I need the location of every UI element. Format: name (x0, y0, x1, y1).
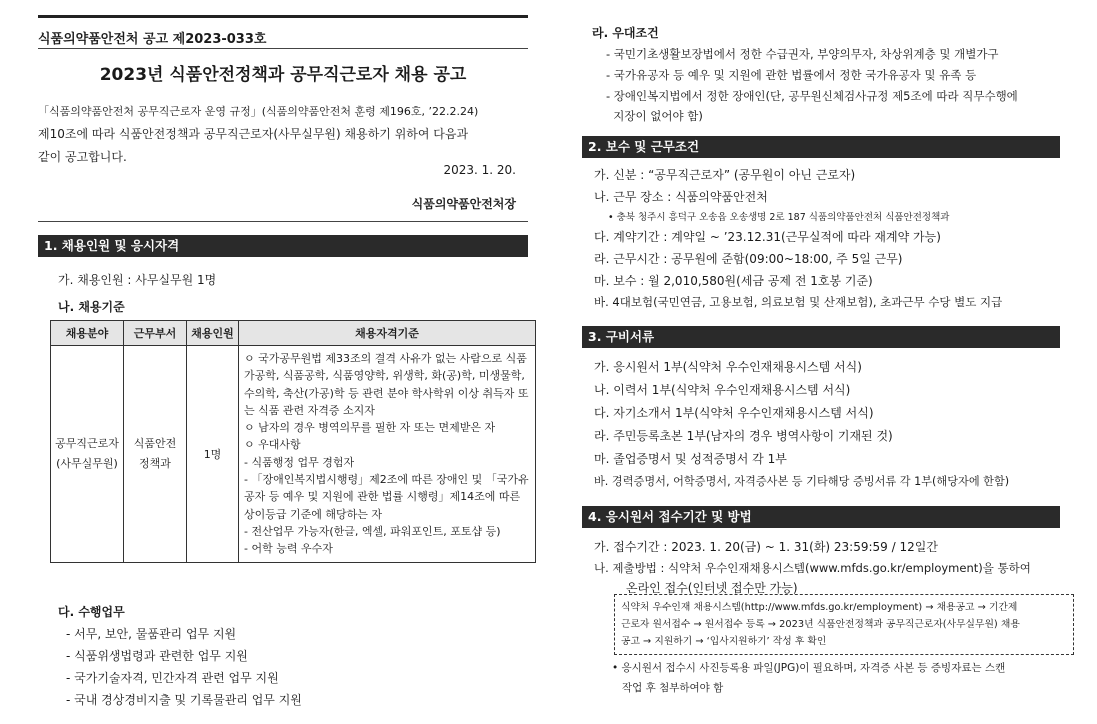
criteria-label: 나. 채용기준 (58, 300, 125, 314)
condition-item: 가. 신분 : “공무직근로자” (공무원이 아닌 근로자) (594, 168, 856, 182)
preference-item: - 국민기초생활보장법에서 정한 수급권자, 부양의무자, 차상위계층 및 개별가구 (606, 47, 999, 61)
preference-heading: 라. 우대조건 (592, 26, 659, 40)
application-method: 온라인 접수(인터넷 접수만 가능) (626, 581, 798, 595)
table-header: 채용자격기준 (239, 321, 536, 346)
document-item: 바. 경력증명서, 어학증명서, 자격증사본 등 기타해당 증빙서류 각 1부(해당자에 한함) (594, 475, 1010, 488)
application-period: 가. 접수기간 : 2023. 1. 20(금) ~ 1. 31(화) 23:59:59 / 12일간 (594, 540, 938, 554)
count-cell: 1명 (187, 346, 239, 563)
intro-line: 「식품의약품안전처 공무직근로자 운영 규정」(식품의약품안전처 훈령 제196호, ’22.2.24) (38, 105, 479, 118)
criteria-item: ㅇ 남자의 경우 병역의무를 필한 자 또는 면제받은 자 (244, 421, 496, 435)
criteria-item: - 어학 능력 우수자 (244, 542, 333, 556)
preference-item: - 국가유공자 등 예우 및 지원에 관한 법률에서 정한 국가유공자 및 유족 등 (606, 68, 977, 82)
criteria-item: - 전산업무 가능자(한글, 엑셀, 파워포인트, 포토샵 등) (244, 524, 501, 538)
section-heading-4: 4. 응시원서 접수기간 및 방법 (582, 506, 1060, 528)
section-heading-1: 1. 채용인원 및 응시자격 (38, 235, 528, 257)
application-steps-box (614, 594, 1074, 655)
condition-item: 바. 4대보험(국민연금, 고용보험, 의료보험 및 산재보험), 초과근무 수당 별도 지급 (594, 295, 1003, 309)
table-header: 근무부서 (124, 321, 187, 346)
intro-paragraph (38, 100, 528, 169)
intro-line: 같이 공고합니다. (38, 150, 127, 164)
duty-item: - 국내 경상경비지출 및 기록물관리 업무 지원 (66, 693, 302, 707)
preference-item: - 장애인복지법에서 정한 장애인(단, 공무원신체검사규정 제5조에 따라 직무수행에 (606, 89, 1018, 103)
application-method: 나. 제출방법 : 식약처 우수인재채용시스템(www.mfds.go.kr/employment)을 통하여 (594, 561, 1031, 575)
notice-rule (38, 48, 528, 49)
criteria-item: - 식품행정 업무 경험자 (244, 455, 355, 469)
condition-item: 라. 근무시간 : 공무원에 준함(09:00~18:00, 주 5일 근무) (594, 252, 903, 266)
notice-date: 2023. 1. 20. (443, 163, 516, 177)
table-header: 채용인원 (187, 321, 239, 346)
duty-item: - 국가기술자격, 민간자격 관련 업무 지원 (66, 671, 279, 685)
note-line: 작업 후 첨부하여야 함 (622, 682, 724, 694)
document-item: 다. 자기소개서 1부(식약처 우수인재채용시스템 서식) (594, 406, 874, 420)
criteria-item: ㅇ 우대사항 (244, 438, 301, 452)
condition-item: 다. 계약기간 : 계약일 ~ ’23.12.31(근무실적에 따라 재계약 가능) (594, 230, 941, 244)
duty-item: - 서무, 보안, 물품관리 업무 지원 (66, 627, 237, 641)
top-rule (38, 15, 528, 18)
duties-heading: 다. 수행업무 (58, 605, 125, 619)
hire-count: 가. 채용인원 : 사무실무원 1명 (58, 273, 217, 287)
table-row (51, 346, 536, 563)
criteria-item: ㅇ 국가공무원법 제33조의 결격 사유가 없는 사람으로 식품가공학, 식품공학, 식품영양학, 위생학, 화(공)학, 미생물학, 수의학, 축산(가공)학 등 관련 분야 학사학위 이상 취득자 또는 식품 관련 자격증 소지자 (244, 352, 529, 417)
steps-line: 식약처 우수인재 채용시스템(http://www.mfds.go.kr/employment) → 채용공고 → 기간제 (621, 602, 1018, 613)
condition-address: • 충북 청주시 흥덕구 오송읍 오송생명 2로 187 식품의약품안전처 식품안전정책과 (608, 212, 950, 223)
criteria-table (50, 320, 536, 563)
criteria-cell (239, 346, 536, 563)
divider (38, 221, 528, 222)
duty-item: - 식품위생법령과 관련한 업무 지원 (66, 649, 248, 663)
notice-number: 식품의약품안전처 공고 제2023-033호 (38, 32, 267, 47)
section-heading-3: 3. 구비서류 (582, 326, 1060, 348)
steps-line: 근로자 원서접수 → 원서접수 등록 → 2023년 식품안전정책과 공무직근로자(사무실무원) 채용 (621, 619, 1020, 630)
section-heading-2: 2. 보수 및 근무조건 (582, 136, 1060, 158)
page-title: 2023년 식품안전정책과 공무직근로자 채용 공고 (99, 65, 467, 85)
field-cell: 공무직근로자 (사무실무원) (51, 346, 124, 563)
document-item: 가. 응시원서 1부(식약처 우수인재채용시스템 서식) (594, 360, 862, 374)
table-header: 채용분야 (51, 321, 124, 346)
criteria-item: - 「장애인복지법시행령」제2조에 따른 장애인 및 「국가유공자 등 예우 및 지원에 관한 법률 시행령」제14조에 따른 상이등급 기준에 해당하는 자 (244, 473, 529, 521)
document-item: 라. 주민등록초본 1부(남자의 경우 병역사항이 기재된 것) (594, 429, 893, 443)
table-header-row (51, 321, 536, 346)
document-item: 마. 졸업증명서 및 성적증명서 각 1부 (594, 452, 787, 466)
dept-cell: 식품안전 정책과 (124, 346, 187, 563)
condition-item: 나. 근무 장소 : 식품의약품안전처 (594, 190, 768, 204)
intro-line: 제10조에 따라 식품안전정책과 공무직근로자(사무실무원) 채용하기 위하여 다음과 (38, 127, 469, 141)
issuer: 식품의약품안전처장 (411, 197, 516, 211)
preference-item: 지장이 없어야 함) (606, 109, 703, 123)
steps-line: 공고 → 지원하기 → ‘입사지원하기’ 작성 후 확인 (621, 636, 827, 647)
document-item: 나. 이력서 1부(식약처 우수인재채용시스템 서식) (594, 383, 851, 397)
condition-item: 마. 보수 : 월 2,010,580원(세금 공제 전 1호봉 기준) (594, 274, 873, 288)
note-line: • 응시원서 접수시 사진등록용 파일(JPG)이 필요하며, 자격증 사본 등 증빙자료는 스캔 (612, 662, 1006, 674)
